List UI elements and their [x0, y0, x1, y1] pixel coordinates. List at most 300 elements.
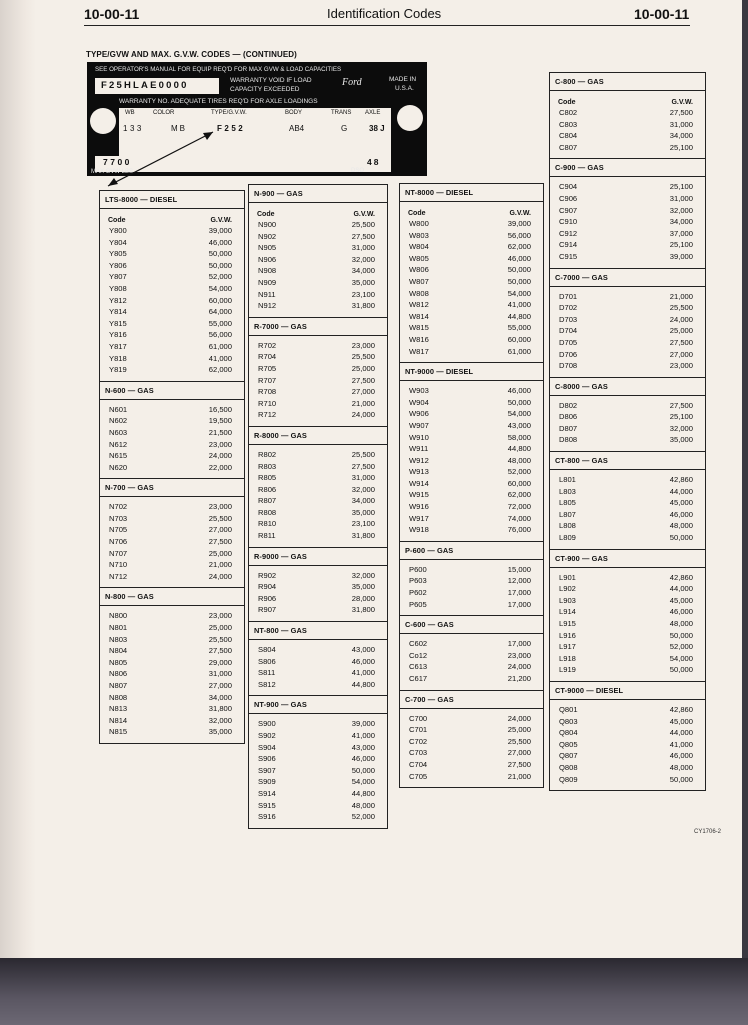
code-cell: Y806: [109, 260, 127, 270]
gvw-cell: 41,000: [351, 668, 375, 678]
gvw-cell: 27,500: [351, 375, 375, 385]
code-section: [249, 317, 387, 426]
code-cell: N808: [109, 692, 128, 702]
gvw-cell: 46,000: [669, 509, 693, 519]
code-section: [400, 615, 543, 689]
gvw-cell: 21,000: [507, 771, 531, 781]
gvw-cell: 24,000: [208, 571, 232, 581]
table-row: [550, 762, 705, 774]
table-row: [249, 765, 387, 777]
table-row: [249, 265, 387, 277]
table-row: [550, 119, 705, 131]
code-cell: L915: [559, 619, 576, 628]
code-cell: Q807: [559, 751, 578, 761]
code-cell: N603: [109, 427, 128, 437]
code-cell: C914: [559, 240, 578, 250]
gvw-cell: 23,100: [351, 289, 375, 299]
table-row: [249, 363, 387, 375]
table-row: [100, 501, 244, 513]
code-cell: W806: [409, 265, 429, 275]
gvw-cell: 23,100: [351, 519, 375, 529]
gvw-cell: 21,000: [208, 560, 232, 570]
section-title: NT-800 — GAS: [249, 622, 387, 640]
table-row: [100, 415, 244, 427]
code-cell: L917: [559, 642, 576, 652]
code-list: [550, 470, 705, 549]
gvw-cell: 44,800: [351, 679, 375, 689]
code-cell: D802: [559, 400, 578, 410]
table-row: [249, 644, 387, 656]
gvw-cell: 50,000: [669, 774, 693, 784]
table-row: [100, 353, 244, 365]
gvw-cell: 46,000: [351, 754, 375, 764]
code-list: [249, 566, 387, 621]
section-title: CT-800 — GAS: [550, 452, 705, 470]
table-row: [400, 455, 543, 467]
section-title: N-900 — GAS: [249, 185, 387, 203]
gvw-cell: 28,000: [351, 593, 375, 603]
gvw-cell: 62,000: [507, 242, 531, 252]
gvw-cell: 54,000: [669, 653, 693, 663]
gvw-cell: 44,000: [669, 728, 693, 738]
code-cell: Y819: [109, 365, 127, 375]
gvw-cell: 46,000: [669, 751, 693, 761]
gvw-cell: 62,000: [507, 490, 531, 500]
code-cell: Y814: [109, 307, 127, 317]
table-row: [400, 311, 543, 323]
gvw-cell: 21,500: [208, 427, 232, 437]
gvw-cell: 52,000: [669, 642, 693, 652]
table-row: [100, 462, 244, 474]
gvw-cell: 31,800: [351, 531, 375, 541]
code-cell: N806: [109, 669, 128, 679]
gvw-cell: 25,100: [669, 412, 693, 422]
code-cell: P600: [409, 564, 427, 574]
gvw-cell: 25,000: [669, 326, 693, 336]
table-row: [400, 661, 543, 673]
code-cell: S914: [258, 788, 276, 798]
code-list: [550, 177, 705, 267]
code-cell: C804: [559, 131, 578, 141]
gvw-cell: 17,000: [507, 639, 531, 649]
code-section: [400, 690, 543, 788]
table-row: [550, 774, 705, 786]
code-cell: L805: [559, 498, 576, 508]
gvw-cell: 62,000: [208, 365, 232, 375]
table-row: [249, 518, 387, 530]
table-row: [400, 466, 543, 478]
gvw-cell: 35,000: [669, 435, 693, 445]
table-row: [249, 289, 387, 301]
gvw-cell: 27,500: [669, 108, 693, 117]
table-row: [550, 360, 705, 372]
code-cell: Y816: [109, 330, 127, 340]
table-row: [249, 461, 387, 473]
table-row: [550, 572, 705, 584]
gvw-cell: 25,500: [669, 303, 693, 313]
code-cell: R808: [258, 507, 277, 517]
section-title: C-7000 — GAS: [550, 269, 705, 287]
table-row: [249, 718, 387, 730]
section-title: LTS-8000 — DIESEL: [100, 191, 244, 209]
section-title: R-9000 — GAS: [249, 548, 387, 566]
gvw-cell: 23,000: [351, 340, 375, 350]
column-header: [400, 206, 543, 218]
gvw-cell: 45,000: [669, 595, 693, 605]
gvw-cell: 12,000: [507, 576, 531, 586]
table-row: [550, 142, 705, 154]
table-row: [100, 657, 244, 669]
code-cell: C906: [559, 193, 578, 203]
code-cell: Y808: [109, 283, 127, 293]
gvw-cell: 27,500: [351, 231, 375, 241]
code-cell: Y807: [109, 272, 127, 282]
value-trans: G: [341, 124, 348, 133]
code-section: [550, 158, 705, 267]
table-row: [400, 638, 543, 650]
gvw-cell: 24,000: [507, 662, 531, 672]
code-cell: N814: [109, 715, 128, 725]
code-cell: Q801: [559, 704, 578, 714]
code-cell: N707: [109, 548, 128, 558]
table-row: [550, 641, 705, 653]
code-cell: D706: [559, 349, 578, 359]
code-cell: S811: [258, 668, 276, 678]
code-cell: W916: [409, 502, 429, 512]
gvw-cell: 34,000: [208, 692, 232, 702]
table-row: [550, 251, 705, 263]
section-title: CT-9000 — DIESEL: [550, 682, 705, 700]
code-cell: C807: [559, 142, 578, 152]
gvw-cell: 50,000: [669, 533, 693, 543]
code-cell: C702: [409, 736, 428, 746]
code-cell: N712: [109, 571, 128, 581]
code-cell: C700: [409, 713, 428, 723]
code-cell: N801: [109, 623, 128, 633]
code-cell: C912: [559, 228, 578, 238]
gvw-cell: 27,000: [208, 681, 232, 690]
code-list: [249, 203, 387, 317]
table-row: [100, 329, 244, 341]
section-title: C-900 — GAS: [550, 159, 705, 177]
gvw-cell: 27,000: [669, 349, 693, 359]
table-row: [550, 486, 705, 498]
code-section: [400, 184, 543, 362]
table-row: [550, 411, 705, 423]
code-cell: N911: [258, 289, 276, 299]
gvw-cell: 23,000: [507, 650, 531, 660]
gvw-cell: 27,500: [208, 646, 232, 656]
table-row: [249, 656, 387, 668]
code-cell: S806: [258, 656, 276, 666]
gvw-cell: 32,000: [351, 254, 375, 264]
code-cell: W817: [409, 346, 429, 356]
gvw-cell: 50,000: [351, 765, 375, 775]
code-cell: W800: [409, 219, 429, 228]
table-row: [249, 679, 387, 691]
gvw-cell: 50,000: [208, 260, 232, 270]
gvw-cell: 24,000: [669, 314, 693, 324]
table-row: [100, 668, 244, 680]
code-cell: R803: [258, 461, 277, 471]
table-row: [550, 434, 705, 446]
code-cell: L803: [559, 486, 576, 496]
code-cell: N905: [258, 243, 277, 253]
table-row: [100, 341, 244, 353]
table-row: [550, 727, 705, 739]
gvw-cell: 45,000: [669, 498, 693, 508]
code-cell: N620: [109, 462, 128, 472]
table-row: [249, 484, 387, 496]
gvw-cell: 25,100: [669, 240, 693, 250]
table-row: [100, 513, 244, 525]
table-row: [550, 583, 705, 595]
gvw-cell: 35,000: [351, 277, 375, 287]
value-type: F252: [217, 124, 246, 133]
code-cell: W803: [409, 230, 429, 240]
code-cell: N807: [109, 681, 128, 690]
gvw-cell: 27,000: [208, 525, 232, 535]
code-cell: W912: [409, 455, 429, 465]
code-cell: N912: [258, 301, 277, 311]
gvw-cell: 60,000: [507, 334, 531, 344]
gvw-cell: 31,000: [669, 193, 693, 203]
gvw-cell: 46,000: [507, 253, 531, 263]
gvw-cell: 54,000: [351, 777, 375, 787]
gvw-cell: 25,500: [208, 634, 232, 644]
gvw-cell: 32,000: [669, 205, 693, 215]
code-section: [100, 191, 244, 381]
table-row: [100, 559, 244, 571]
table-row: [400, 420, 543, 432]
table-row: [400, 334, 543, 346]
column-header: [100, 213, 244, 225]
code-cell: C701: [409, 725, 428, 735]
gvw-cell: 31,000: [351, 473, 375, 483]
table-row: [249, 375, 387, 387]
table-row: [400, 443, 543, 455]
value-body: AB4: [289, 124, 305, 133]
code-list: [550, 396, 705, 451]
table-row: [550, 291, 705, 303]
code-list: [550, 568, 705, 681]
table-row: [550, 630, 705, 642]
table-row: [249, 254, 387, 266]
code-cell: C617: [409, 674, 428, 683]
code-cell: S812: [258, 679, 276, 689]
table-row: [550, 325, 705, 337]
gvw-cell: 16,500: [208, 404, 232, 414]
column-header: [249, 207, 387, 219]
code-cell: N902: [258, 231, 277, 241]
table-row: [400, 587, 543, 599]
code-cell: W816: [409, 334, 429, 344]
table-row: [100, 318, 244, 330]
code-cell: N804: [109, 646, 128, 656]
gvw-cell: 61,000: [507, 346, 531, 356]
code-cell: W808: [409, 288, 429, 298]
table-row: [550, 302, 705, 314]
code-section: [100, 381, 244, 479]
table-row: [100, 548, 244, 560]
code-list: [249, 714, 387, 827]
table-row: [550, 664, 705, 676]
code-cell: L903: [559, 595, 576, 605]
code-cell: L902: [559, 584, 576, 594]
code-list: [550, 700, 705, 790]
table-row: [550, 400, 705, 412]
table-row: [249, 811, 387, 823]
code-cell: S902: [258, 731, 276, 740]
table-row: [249, 472, 387, 484]
section-title: N-600 — GAS: [100, 382, 244, 400]
gvw-cell: 43,000: [351, 645, 375, 655]
plate-vin: F25HLAE0000: [95, 78, 219, 94]
code-cell: W815: [409, 323, 429, 333]
code-cell: S906: [258, 754, 276, 764]
table-row: [400, 346, 543, 358]
code-cell: C705: [409, 771, 428, 781]
table-row: [400, 501, 543, 513]
code-cell: N906: [258, 254, 277, 264]
table-row: [100, 364, 244, 376]
table-row: [400, 230, 543, 242]
gvw-cell: 35,000: [351, 582, 375, 592]
code-cell: W910: [409, 432, 429, 442]
table-row: [100, 726, 244, 738]
gvw-cell: 74,000: [507, 513, 531, 523]
gvw-cell: 50,000: [507, 276, 531, 286]
table-row: [100, 260, 244, 272]
table-row: [400, 218, 543, 230]
gvw-cell: 60,000: [507, 478, 531, 488]
section-title: R-8000 — GAS: [249, 427, 387, 445]
label-type: TYPE/G.V.W.: [211, 110, 247, 116]
gvw-cell: 76,000: [507, 525, 531, 535]
table-row: [249, 730, 387, 742]
code-section: [100, 587, 244, 743]
section-title: R-7000 — GAS: [249, 318, 387, 336]
code-cell: N705: [109, 525, 128, 535]
table-row: [100, 283, 244, 295]
page-number-left: 10-00-11: [84, 6, 140, 22]
table-row: [550, 595, 705, 607]
table-row: [249, 800, 387, 812]
code-cell: C915: [559, 251, 578, 261]
code-cell: R807: [258, 496, 277, 506]
gvw-cell: 42,860: [669, 475, 693, 485]
table-row: [400, 276, 543, 288]
gvw-cell: 25,000: [208, 623, 232, 633]
code-cell: N909: [258, 277, 277, 287]
code-cell: Y812: [109, 295, 127, 305]
table-row: [400, 264, 543, 276]
code-cell: W814: [409, 311, 429, 321]
table-row: [550, 337, 705, 349]
code-list: [400, 202, 543, 362]
code-cell: W918: [409, 525, 429, 535]
code-cell: W913: [409, 467, 429, 477]
table-row: [550, 205, 705, 217]
gvw-cell: 48,000: [507, 455, 531, 465]
gvw-cell: 24,000: [351, 410, 375, 420]
label-axle: AXLE: [365, 110, 381, 116]
table-row: [100, 404, 244, 416]
code-cell: R712: [258, 410, 277, 420]
code-cell: R702: [258, 340, 277, 350]
code-section: [550, 268, 705, 377]
gvw-cell: 31,000: [669, 119, 693, 129]
code-section: [249, 547, 387, 621]
code-cell: L809: [559, 533, 576, 543]
gvw-cell: 46,000: [507, 386, 531, 396]
table-row: [249, 507, 387, 519]
section-title: C-700 — GAS: [400, 691, 543, 709]
code-cell: Y805: [109, 249, 127, 259]
table-row: [100, 536, 244, 548]
gvw-header: G.V.W.: [509, 210, 531, 217]
gvw-cell: 25,500: [507, 736, 531, 746]
gvw-cell: 25,000: [208, 548, 232, 558]
gvw-cell: 35,000: [351, 507, 375, 517]
gvw-cell: 15,000: [507, 564, 531, 574]
gvw-cell: 31,000: [208, 669, 232, 679]
section-title: C-8000 — GAS: [550, 378, 705, 396]
code-cell: C613: [409, 662, 428, 672]
ford-logo: Ford: [342, 77, 362, 88]
code-cell: N602: [109, 416, 128, 426]
table-row: [100, 692, 244, 704]
code-section: [249, 185, 387, 317]
table-row: [550, 107, 705, 119]
gvw-cell: 46,000: [351, 656, 375, 666]
code-list: [100, 400, 244, 479]
code-header: Code: [558, 99, 576, 106]
code-cell: N908: [258, 266, 277, 276]
table-row: [249, 231, 387, 243]
gvw-cell: 27,500: [669, 400, 693, 410]
gvw-cell: 44,800: [351, 788, 375, 798]
table-row: [550, 532, 705, 544]
gvw-cell: 41,000: [669, 739, 693, 749]
gvw-header: G.V.W.: [671, 99, 693, 106]
gvw-cell: 27,500: [208, 537, 232, 547]
code-cell: L916: [559, 630, 576, 640]
gvw-cell: 61,000: [208, 341, 232, 351]
table-row: [400, 713, 543, 725]
code-cell: L808: [559, 521, 576, 531]
gvw-header: G.V.W.: [353, 211, 375, 218]
gvw-cell: 48,000: [351, 800, 375, 810]
code-cell: S909: [258, 777, 276, 787]
gvw-cell: 43,000: [507, 420, 531, 430]
gvw-cell: 52,000: [507, 467, 531, 477]
gvw-cell: 27,000: [507, 748, 531, 758]
code-section: [249, 426, 387, 547]
scan-background: [0, 958, 748, 1025]
code-cell: N813: [109, 704, 128, 714]
gvw-cell: 44,800: [507, 311, 531, 321]
section-title: N-700 — GAS: [100, 479, 244, 497]
codes-column-3: [399, 183, 544, 788]
code-section: [550, 549, 705, 681]
gvw-cell: 31,800: [351, 301, 375, 311]
table-row: [400, 408, 543, 420]
table-row: [550, 618, 705, 630]
table-row: [249, 593, 387, 605]
gvw-cell: 54,000: [208, 283, 232, 293]
table-row: [249, 667, 387, 679]
